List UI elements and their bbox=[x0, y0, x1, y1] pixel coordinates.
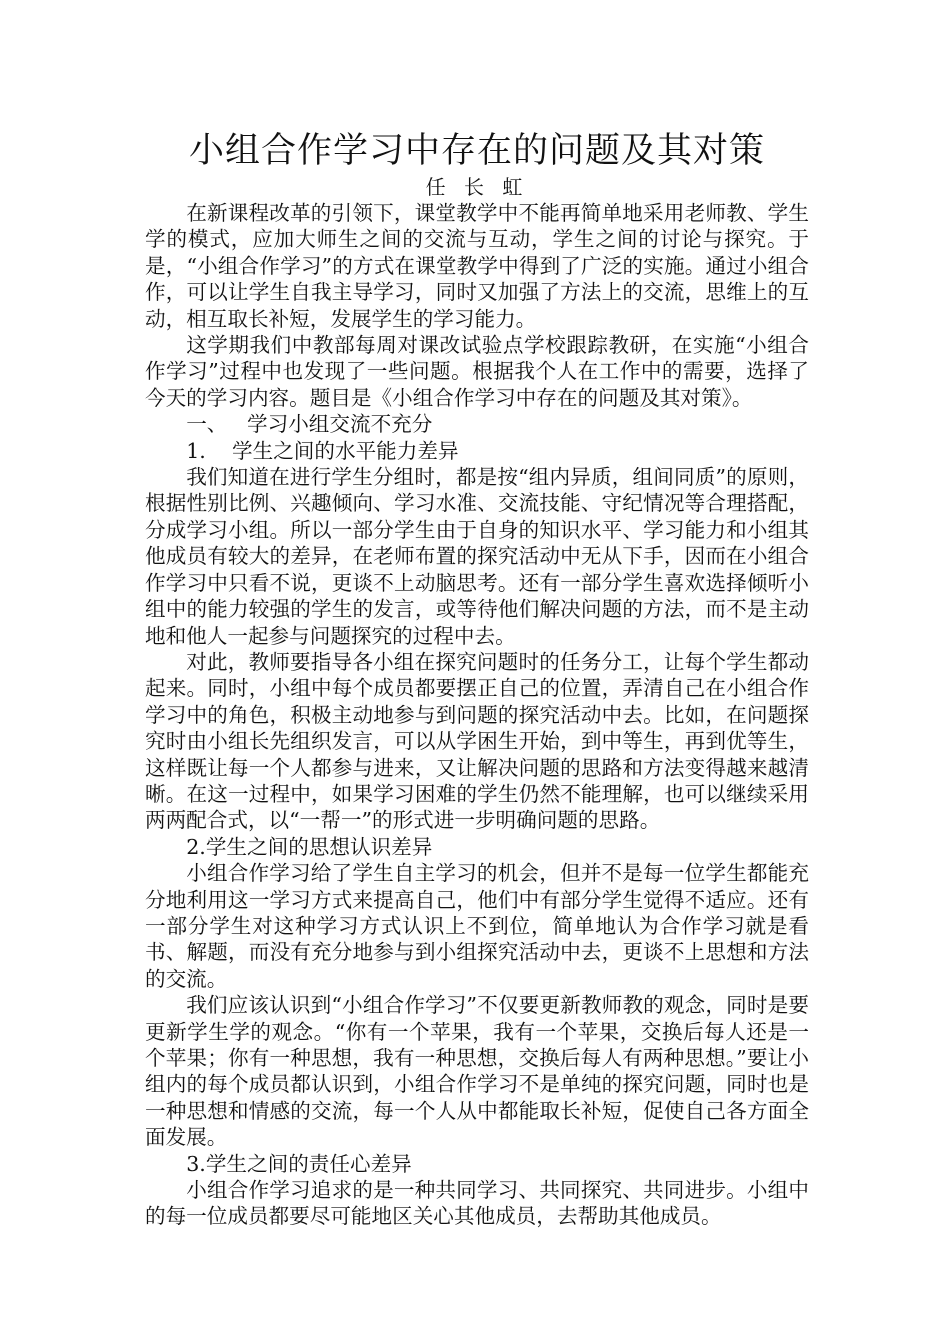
subsection-heading: 1. 学生之间的水平能力差异 bbox=[186, 438, 459, 463]
paragraph: 我们应该认识到“小组合作学习”不仅要更新教师教的观念，同时是要更新学生学的观念。“你有一个苹果，我有一个苹果，交换后每人还是一个苹果；你有一种思想，我有一种思想，交换后每人有两种思想。”要让小组内的每个成员都认识到，小组合作学习不是单纯的探究问题，同时也是一种思想和情感的交流，每一个人从中都能取长补短，促使自己各方面全面发展。 bbox=[145, 993, 809, 1150]
paragraph: 小组合作学习给了学生自主学习的机会，但并不是每一位学生都能充分地利用这一学习方式来提高自己，他们中有部分学生觉得不适应。还有一部分学生对这种学习方式认识上不到位，简单地认为合作学习就是看书、解题，而没有充分地参与到小组探究活动中去，更谈不上思想和方法的交流。 bbox=[145, 861, 809, 991]
subsection-heading: 3.学生之间的责任心差异 bbox=[186, 1151, 412, 1176]
document-page bbox=[145, 128, 809, 1230]
document-title: 小组合作学习中存在的问题及其对策 bbox=[188, 131, 765, 171]
subsection-heading: 2.学生之间的思想认识差异 bbox=[186, 834, 433, 859]
paragraph: 这学期我们中教部每周对课改试验点学校跟踪教研，在实施“小组合作学习”过程中也发现了一些问题。根据我个人在工作中的需要，选择了今天的学习内容。题目是《小组合作学习中存在的问题及其对策》。 bbox=[145, 333, 809, 410]
document-author: 任 长 虹 bbox=[425, 175, 529, 199]
paragraph: 我们知道在进行学生分组时，都是按“组内异质，组间同质”的原则，根据性别比例、兴趣倾向、学习水准、交流技能、守纪情况等合理搭配，分成学习小组。所以一部分学生由于自身的知识水平、学习能力和小组其他成员有较大的差异，在老师布置的探究活动中无从下手，因而在小组合作学习中只看不说，更谈不上动脑思考。还有一部分学生喜欢选择倾听小组中的能力较强的学生的发言，或等待他们解决问题的方法，而不是主动地和他人一起参与问题探究的过程中去。 bbox=[145, 465, 809, 648]
section-heading: 一、 学习小组交流不充分 bbox=[186, 412, 433, 437]
paragraph: 在新课程改革的引领下，课堂教学中不能再简单地采用老师教、学生学的模式，应加大师生之间的交流与互动，学生之间的讨论与探究。于是，“小组合作学习”的方式在课堂教学中得到了广泛的实施。通过小组合作，可以让学生自我主导学习，同时又加强了方法上的交流，思维上的互动，相互取长补短，发展学生的学习能力。 bbox=[145, 201, 809, 331]
paragraph: 对此，教师要指导各小组在探究问题时的任务分工，让每个学生都动起来。同时，小组中每个成员都要摆正自己的位置，弄清自己在小组合作学习中的角色，积极主动地参与到问题的探究活动中去。比如，在问题探究时由小组长先组织发言，可以从学困生开始，到中等生，再到优等生，这样既让每一个人都参与进来，又让解决问题的思路和方法变得越来越清晰。在这一过程中，如果学习困难的学生仍然不能理解，也可以继续采用两两配合式，以“一帮一”的形式进一步明确问题的思路。 bbox=[145, 649, 809, 833]
document-body bbox=[145, 200, 809, 1230]
paragraph: 小组合作学习追求的是一种共同学习、共同探究、共同进步。小组中的每一位成员都要尽可能地区关心其他成员，去帮助其他成员。 bbox=[145, 1178, 809, 1229]
